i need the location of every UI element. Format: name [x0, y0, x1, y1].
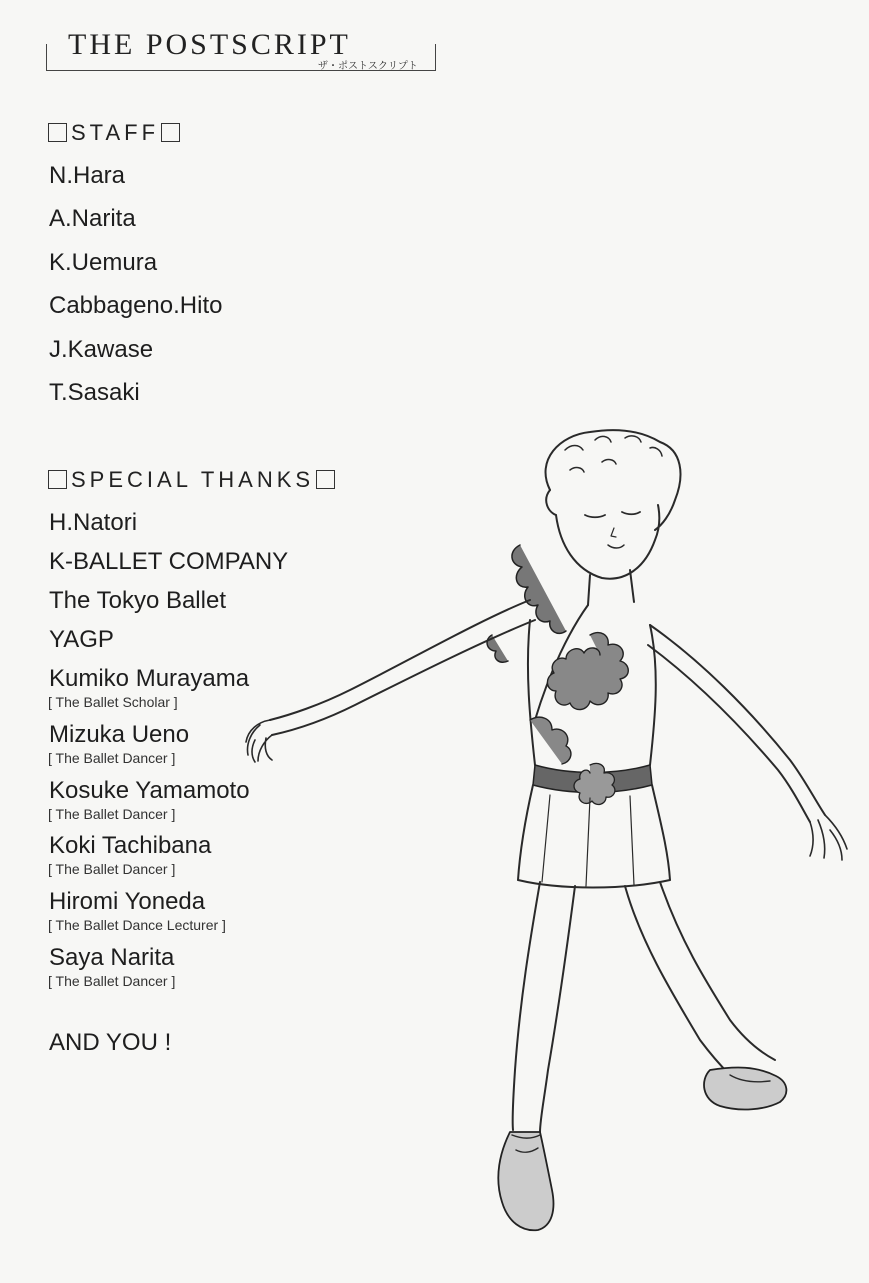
- staff-name: N.Hara: [49, 162, 126, 189]
- thanks-person-role: [ The Ballet Dance Lecturer ]: [48, 917, 226, 933]
- page-subtitle: ザ・ポストスクリプト: [318, 61, 418, 72]
- staff-name: A.Narita: [49, 205, 136, 232]
- thanks-person-role: [ The Ballet Dancer ]: [48, 806, 176, 822]
- thanks-name: H.Natori: [49, 509, 138, 536]
- page-title: THE POSTSCRIPT: [64, 30, 355, 60]
- ballet-dancer-illustration: [230, 420, 860, 1260]
- thanks-person-role: [ The Ballet Dancer ]: [48, 750, 176, 766]
- thanks-person-role: [ The Ballet Dancer ]: [48, 861, 176, 877]
- staff-name: K.Uemura: [49, 249, 158, 276]
- thanks-person-role: [ The Ballet Dancer ]: [48, 973, 176, 989]
- thanks-person-name: Kumiko Murayama: [49, 665, 250, 692]
- staff-heading-label: STAFF: [71, 120, 160, 145]
- staff-heading: [48, 120, 180, 146]
- thanks-person-name: Saya Narita: [49, 944, 175, 971]
- thanks-name: The Tokyo Ballet: [49, 587, 226, 614]
- staff-name: Cabbageno.Hito: [49, 292, 223, 319]
- box-left-icon: [48, 470, 67, 489]
- thanks-person-role: [ The Ballet Scholar ]: [48, 694, 178, 710]
- staff-name: T.Sasaki: [49, 379, 140, 406]
- thanks-person-name: Hiromi Yoneda: [49, 888, 206, 915]
- thanks-person-name: Kosuke Yamamoto: [49, 777, 250, 804]
- special-thanks-heading-label: SPECIAL THANKS: [71, 467, 315, 492]
- closing-line: AND YOU !: [49, 1029, 172, 1056]
- thanks-name: K-BALLET COMPANY: [49, 548, 289, 575]
- thanks-person-name: Mizuka Ueno: [49, 721, 190, 748]
- box-right-icon: [161, 123, 180, 142]
- thanks-person-name: Koki Tachibana: [49, 832, 212, 859]
- box-left-icon: [48, 123, 67, 142]
- staff-name: J.Kawase: [49, 336, 154, 363]
- thanks-name: YAGP: [49, 626, 114, 653]
